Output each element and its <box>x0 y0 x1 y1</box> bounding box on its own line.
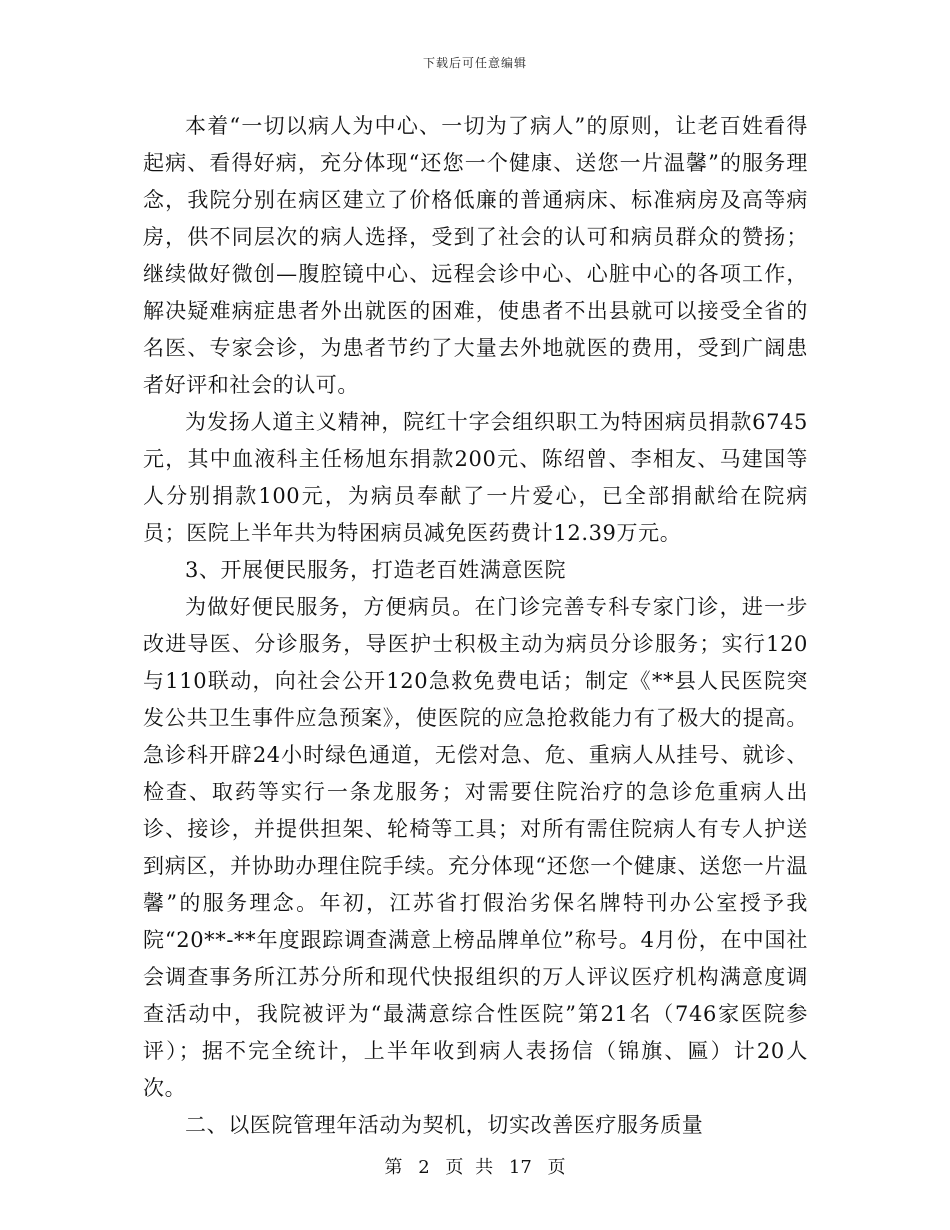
page-footer <box>0 1153 950 1179</box>
footer-prefix: 第 <box>384 1157 403 1178</box>
footer-suffix: 页 <box>547 1157 566 1178</box>
section-heading-management-year: 二、以医院管理年活动为契机，切实改善医疗服务质量 <box>185 1113 704 1137</box>
paragraph-patient-centered: 本着“一切以病人为中心、一切为了病人”的原则，让老百姓看得起病、看得好病，充分体现“还您一个健康、送您一片温馨”的服务理念，我院分别在病区建立了价格低廉的普通病床、标准病房及高等病房，供不同层次的病人选择，受到了社会的认可和病员群众的赞扬；继续做好微创—腹腔镜中心、远程会诊中心、心脏中心的各项工作，解决疑难病症患者外出就医的困难，使患者不出县就可以接受全省的名医、专家会诊，为患者节约了大量去外地就医的费用，受到广阔患者好评和社会的认可。 <box>143 114 808 397</box>
paragraph-charity-donation: 为发扬人道主义精神，院红十字会组织职工为特困病员捐款6745元，其中血液科主任杨旭东捐款200元、陈绍曾、李相友、马建国等人分别捐款100元，为病员奉献了一片爱心，已全部捐献给在院病员；医院上半年共为特困病员减免医药费计12.39万元。 <box>143 410 808 545</box>
total-pages: 17 <box>508 1157 532 1178</box>
page-number: 2 <box>418 1157 430 1178</box>
paragraph-convenience-service: 为做好便民服务，方便病员。在门诊完善专科专家门诊，进一步改进导医、分诊服务，导医护士积极主动为病员分诊服务；实行120与110联动，向社会公开120急救免费电话；制定《**县人民医院突发公共卫生事件应急预案》，使医院的应急抢救能力有了极大的提高。急诊科开辟24小时绿色通道，无偿对急、危、重病人从挂号、就诊、检查、取药等实行一条龙服务；对需要住院治疗的急诊危重病人出诊、接诊，并提供担架、轮椅等工具；对所有需住院病人有专人护送到病区，并协助办理住院手续。充分体现“还您一个健康、送您一片温馨”的服务理念。年初，江苏省打假治劣保名牌特刊办公室授予我院“20**-**年度跟踪调查满意上榜品牌单位”称号。4月份，在中国社会调查事务所江苏分所和现代快报组织的万人评议医疗机构满意度调查活动中，我院被评为“最满意综合性医院”第21名（746家医院参评）；据不完全统计，上半年收到病人表扬信（锦旗、匾）计20人次。 <box>143 595 808 1100</box>
footer-middle: 页 共 <box>445 1157 494 1178</box>
page-header: 下载后可任意编辑 <box>422 56 527 70</box>
document-body <box>143 108 808 1144</box>
section-heading-convenience-service: 3、开展便民服务，打造老百姓满意医院 <box>185 558 567 582</box>
